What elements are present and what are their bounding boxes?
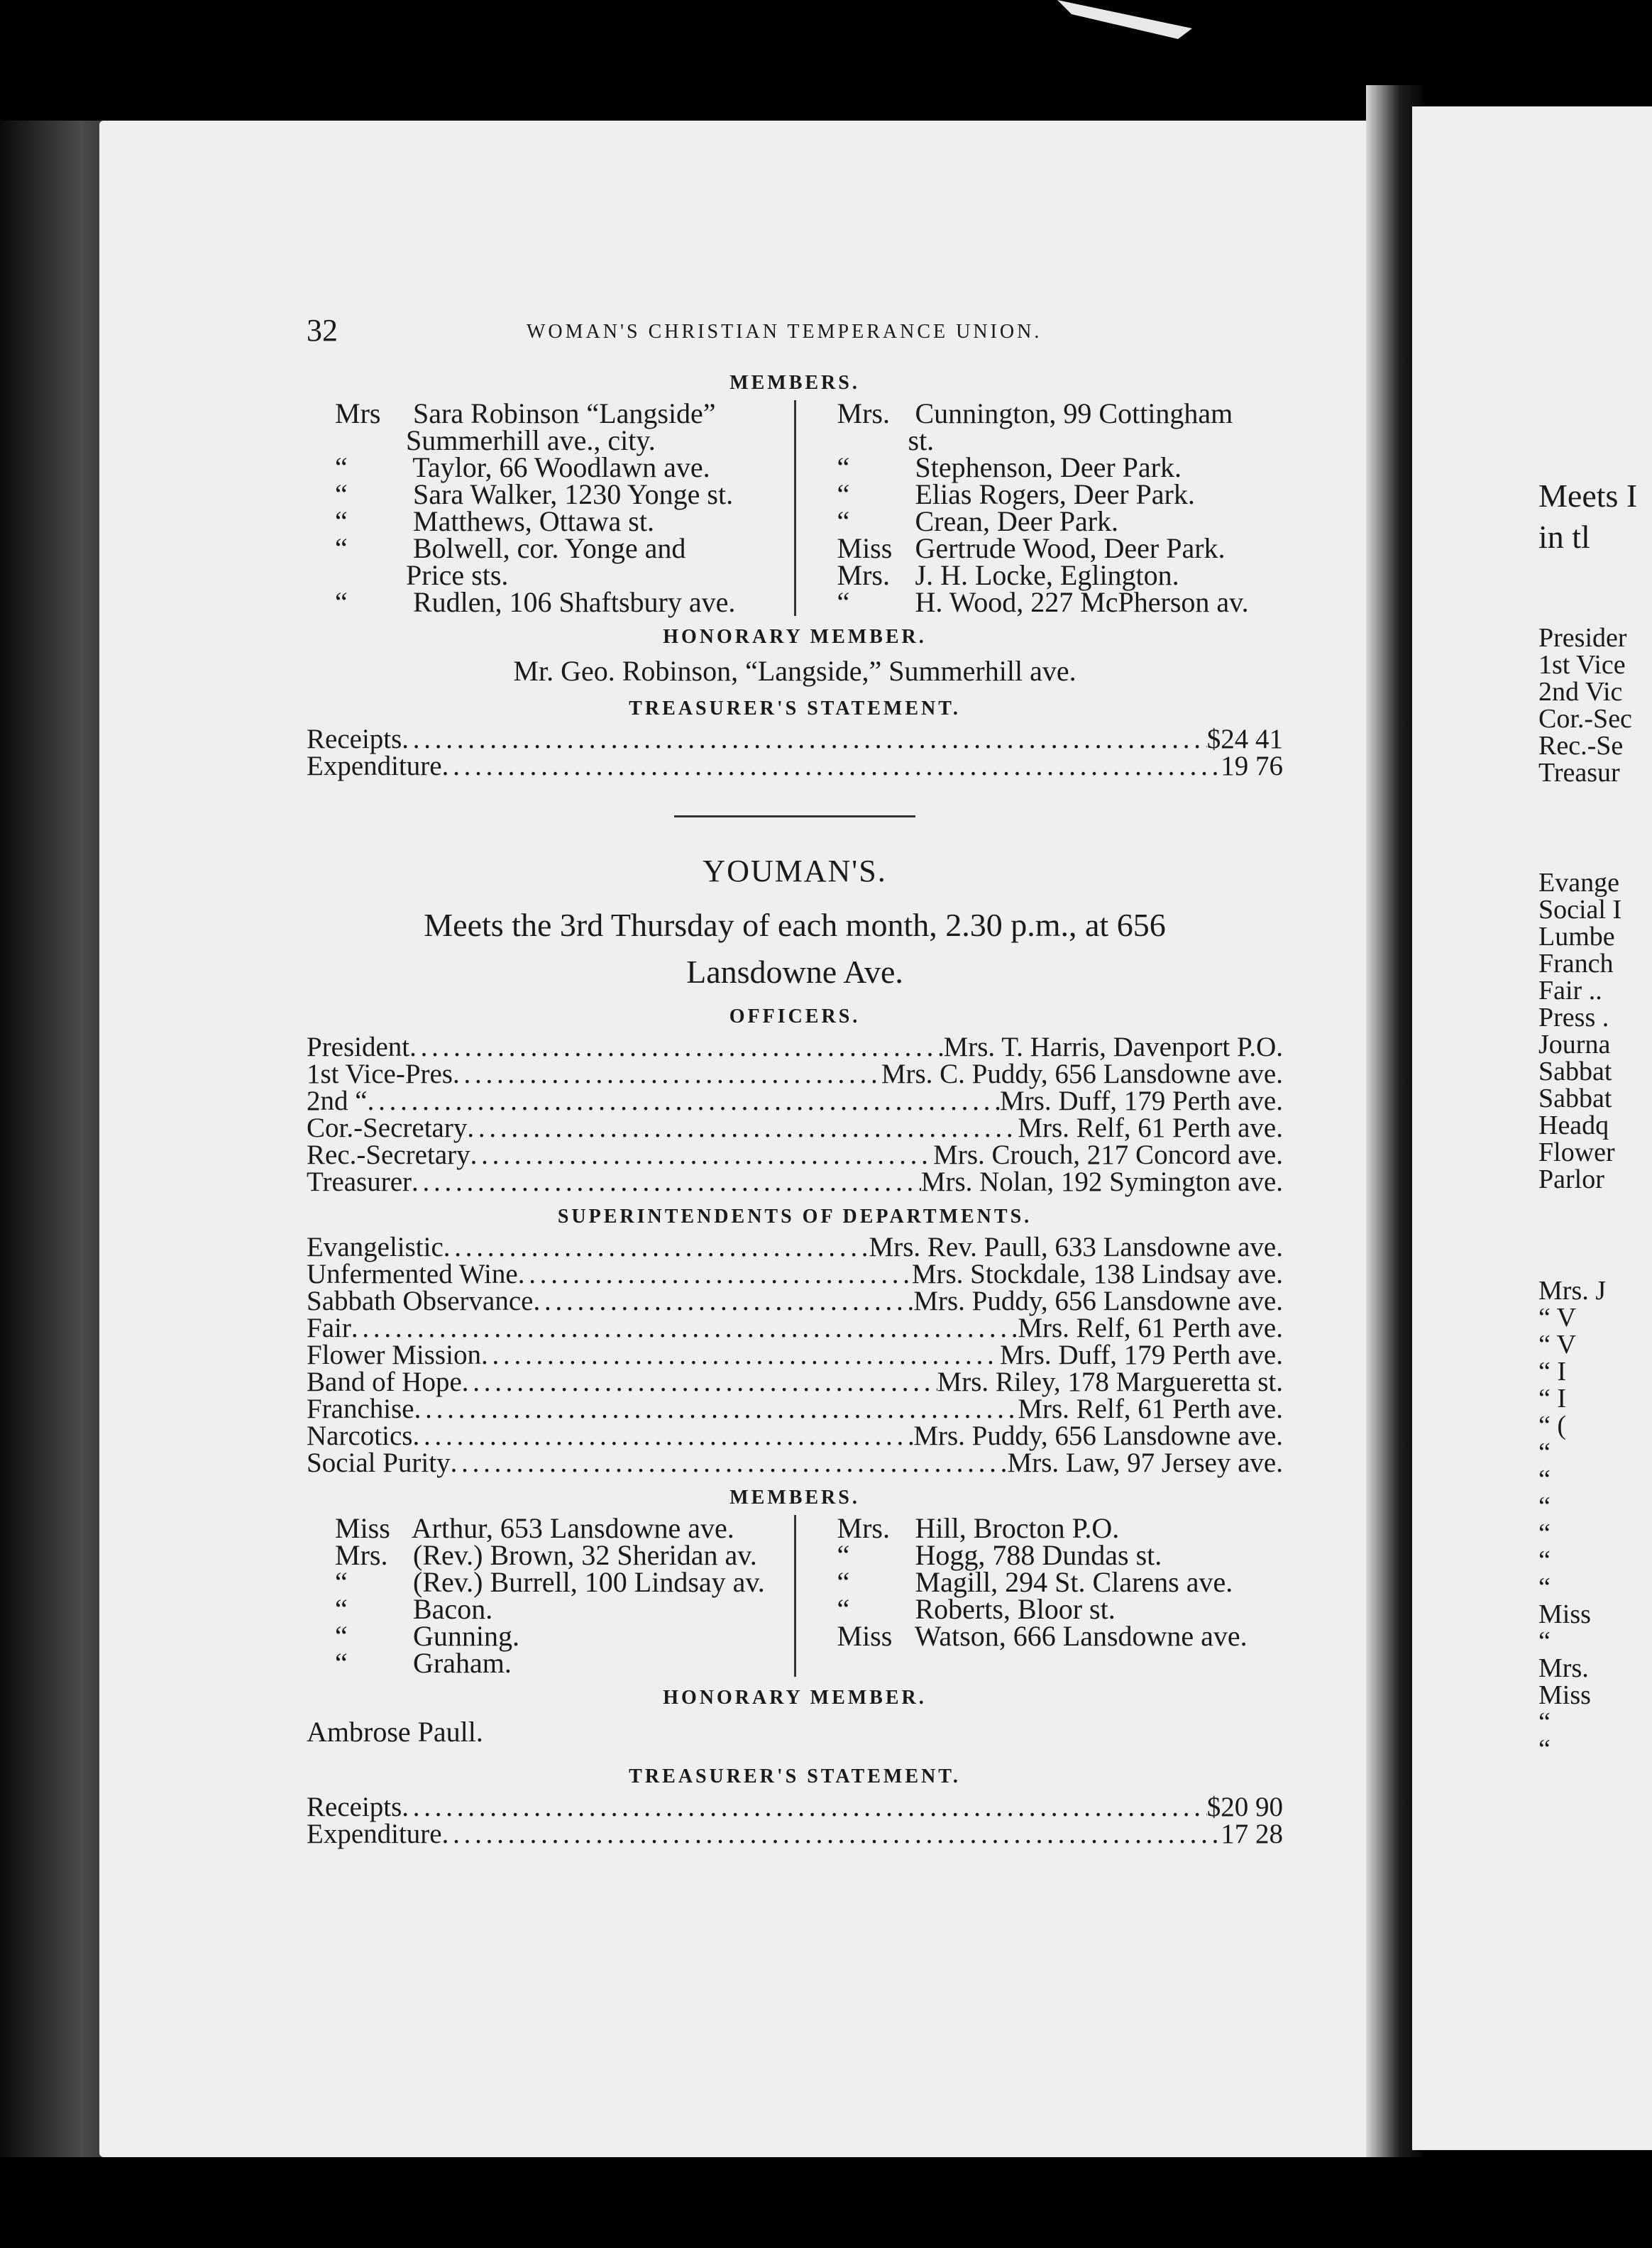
leader-dots: [444, 1234, 869, 1261]
member-entry: [809, 532, 1284, 564]
leader-dots: [442, 753, 1221, 780]
leader-dots: [351, 1315, 1018, 1342]
member-text: Sara Walker, 1230 Yonge st.: [406, 478, 734, 510]
members-heading: MEMBERS.: [729, 372, 860, 394]
member-prefix: “: [335, 1593, 348, 1625]
leader-dots: [470, 1142, 934, 1169]
right-page-fragment: Sabbat: [1538, 1057, 1612, 1086]
superintendent-row: [307, 1234, 1283, 1261]
member-text: Stephenson, Deer Park.: [908, 451, 1182, 483]
member-entry: [307, 1593, 781, 1625]
officer-row-name: Mrs. Crouch, 217 Concord ave.: [933, 1140, 1283, 1170]
member-text: H. Wood, 227 McPherson av.: [908, 586, 1249, 618]
officers-list: [307, 1034, 1283, 1196]
youmans-receipts-row: [307, 1794, 1283, 1821]
right-page-fragment: “: [1538, 1492, 1551, 1521]
right-page-fragment: Social I: [1538, 895, 1622, 925]
superintendent-row-name: Mrs. Law, 97 Jersey ave.: [1007, 1448, 1283, 1478]
officer-row-name: Mrs. C. Puddy, 656 Lansdowne ave.: [881, 1059, 1283, 1089]
superintendent-row-name: Mrs. Relf, 61 Perth ave.: [1018, 1394, 1283, 1424]
right-page-fragment: “: [1538, 1572, 1551, 1602]
leader-dots: [412, 1169, 921, 1196]
officer-row: [307, 1115, 1283, 1142]
member-text: (Rev.) Brown, 32 Sheridan av.: [406, 1539, 757, 1571]
member-text: Taylor, 66 Woodlawn ave.: [406, 451, 710, 483]
meeting-info-line2: Lansdowne Ave.: [686, 954, 903, 990]
right-page-fragment: Rec.-Se: [1538, 731, 1624, 761]
member-prefix: Miss: [837, 532, 893, 564]
member-prefix: “: [335, 586, 348, 618]
officer-row: [307, 1061, 1283, 1088]
member-entry: [809, 505, 1284, 537]
right-page-fragment: “ V: [1538, 1303, 1577, 1333]
expenditure-label: Expenditure: [307, 751, 442, 781]
superintendent-row-label: Flower Mission: [307, 1340, 481, 1370]
member-entry: [307, 505, 781, 537]
leader-dots: [518, 1261, 912, 1288]
leader-dots: [462, 1369, 937, 1396]
right-page-fragment: “ I: [1538, 1357, 1567, 1387]
member-text: Summerhill ave., city.: [406, 424, 656, 456]
superintendents-heading: SUPERINTENDENTS OF DEPARTMENTS.: [557, 1206, 1032, 1228]
leader-dots: [409, 1034, 943, 1061]
right-page-fragment: Franch: [1538, 949, 1614, 979]
youmans-honorary-heading: HONORARY MEMBER.: [663, 1687, 927, 1709]
superintendent-row: [307, 1288, 1283, 1315]
youmans-members-heading: MEMBERS.: [729, 1487, 860, 1509]
member-entry: [809, 1539, 1284, 1571]
member-prefix: “: [837, 478, 850, 510]
member-text: Gunning.: [406, 1620, 519, 1652]
member-entry: [809, 1512, 1284, 1544]
running-header: [307, 312, 1283, 362]
right-page-fragment: 1st Vice: [1538, 650, 1626, 680]
receipts-label: Receipts: [307, 724, 402, 754]
officer-row: [307, 1169, 1283, 1196]
member-text: (Rev.) Burrell, 100 Lindsay av.: [406, 1566, 765, 1598]
superintendent-row: [307, 1261, 1283, 1288]
youmans-members-left-column: [307, 1512, 781, 1679]
member-text: Bolwell, cor. Yonge and: [406, 532, 686, 564]
leader-dots: [451, 1450, 1008, 1477]
youmans-members-right-column: [809, 1512, 1284, 1677]
expenditure-value: 17 28: [1221, 1819, 1283, 1849]
officer-row-label: 2nd “: [307, 1086, 368, 1116]
right-page-fragment: Flower: [1538, 1137, 1615, 1167]
member-entry: [307, 397, 781, 429]
honorary-member: Mr. Geo. Robinson, “Langside,” Summerhill ave.: [513, 655, 1076, 687]
right-page-fragment: Lumbe: [1538, 922, 1615, 952]
receipts-value: $20 90: [1206, 1792, 1283, 1822]
member-text: Price sts.: [406, 559, 509, 591]
officer-row: [307, 1088, 1283, 1115]
superintendent-row-name: Mrs. Rev. Paull, 633 Lansdowne ave.: [869, 1232, 1283, 1262]
superintendent-row-label: Fair: [307, 1313, 351, 1343]
right-page-fragment: “: [1538, 1546, 1551, 1575]
column-divider: [794, 400, 796, 616]
member-text: Hill, Brocton P.O.: [908, 1512, 1120, 1544]
member-text: Rudlen, 106 Shaftsbury ave.: [406, 586, 736, 618]
member-entry: [809, 397, 1284, 429]
right-page-fragment: Parlor: [1538, 1164, 1604, 1194]
officer-row-name: Mrs. T. Harris, Davenport P.O.: [943, 1032, 1283, 1062]
running-title: WOMAN'S CHRISTIAN TEMPERANCE UNION.: [527, 321, 1042, 343]
member-prefix: “: [335, 1566, 348, 1598]
right-page-fragment: Mrs. J: [1538, 1276, 1607, 1306]
member-entry: [307, 532, 781, 564]
member-entry: [307, 478, 781, 510]
meeting-info-line1: Meets the 3rd Thursday of each month, 2.30 p.m., at 656: [424, 907, 1166, 943]
member-text: st.: [908, 424, 935, 456]
member-entry: [809, 1566, 1284, 1598]
page-number: 32: [307, 313, 338, 348]
superintendent-row: [307, 1423, 1283, 1450]
officer-row-name: Mrs. Nolan, 192 Symington ave.: [920, 1167, 1283, 1197]
column-divider: [794, 1515, 796, 1677]
member-prefix: Miss: [837, 1620, 893, 1652]
officer-row-label: 1st Vice-Pres: [307, 1059, 453, 1089]
member-text: Graham.: [406, 1647, 512, 1679]
superintendent-row: [307, 1450, 1283, 1477]
superintendent-row: [307, 1396, 1283, 1423]
member-entry: [809, 424, 1284, 456]
member-prefix: Mrs.: [335, 1539, 388, 1571]
member-entry: [809, 1620, 1284, 1652]
officer-row: [307, 1034, 1283, 1061]
member-entry: [809, 451, 1284, 483]
officer-row-name: Mrs. Relf, 61 Perth ave.: [1018, 1113, 1283, 1143]
right-page-fragment: in tl: [1538, 519, 1590, 555]
member-prefix: “: [837, 451, 850, 483]
member-prefix: Mrs.: [837, 559, 890, 591]
member-text: Hogg, 788 Dundas st.: [908, 1539, 1162, 1571]
member-prefix: “: [335, 532, 348, 564]
right-page-fragment: “: [1538, 1734, 1551, 1764]
member-entry: [809, 478, 1284, 510]
right-page-fragment: “ (: [1538, 1411, 1567, 1440]
left-page-content: [307, 312, 1283, 1848]
right-page-fragment: Miss: [1538, 1599, 1591, 1629]
right-page-fragment: “: [1538, 1707, 1551, 1737]
superintendent-row: [307, 1315, 1283, 1342]
expenditure-label: Expenditure: [307, 1819, 442, 1849]
member-entry: [307, 586, 781, 618]
superintendent-row-label: Sabbath Observance: [307, 1286, 534, 1316]
member-prefix: “: [335, 1647, 348, 1679]
right-page-fragment: Mrs.: [1538, 1653, 1589, 1683]
leader-dots: [481, 1342, 1000, 1369]
member-entry: [307, 1647, 781, 1679]
member-text: Roberts, Bloor st.: [908, 1593, 1116, 1625]
member-entry: [307, 424, 781, 456]
right-page-fragment: Presider: [1538, 623, 1627, 653]
leader-dots: [453, 1061, 881, 1088]
superintendent-row-label: Narcotics: [307, 1421, 413, 1451]
leader-dots: [402, 1794, 1206, 1821]
member-text: Gertrude Wood, Deer Park.: [908, 532, 1226, 564]
member-prefix: “: [837, 586, 850, 618]
members-left-column: [307, 397, 781, 618]
officer-row-name: Mrs. Duff, 179 Perth ave.: [1000, 1086, 1283, 1116]
member-text: Cunnington, 99 Cottingham: [908, 397, 1233, 429]
member-text: Crean, Deer Park.: [908, 505, 1119, 537]
officer-row-label: President: [307, 1032, 410, 1062]
superintendent-row-label: Evangelistic: [307, 1232, 444, 1262]
right-page-fragment: Sabbat: [1538, 1084, 1612, 1113]
right-page-fragment: Fair ..: [1538, 976, 1602, 1005]
leader-dots: [442, 1821, 1221, 1848]
superintendent-row-label: Social Purity: [307, 1448, 451, 1478]
right-page-fragment: Headq: [1538, 1111, 1609, 1140]
receipts-label: Receipts: [307, 1792, 402, 1822]
right-page-fragment: Evange: [1538, 868, 1619, 898]
right-page-fragment: Miss: [1538, 1680, 1591, 1710]
member-prefix: “: [335, 505, 348, 537]
member-prefix: “: [335, 478, 348, 510]
member-prefix: “: [837, 505, 850, 537]
superintendent-row: [307, 1369, 1283, 1396]
right-page-fragment: “: [1538, 1438, 1551, 1467]
superintendent-row-name: Mrs. Duff, 179 Perth ave.: [1000, 1340, 1283, 1370]
superintendent-row: [307, 1342, 1283, 1369]
superintendents-list: [307, 1234, 1283, 1477]
member-entry: [307, 451, 781, 483]
member-prefix: “: [837, 1593, 850, 1625]
member-text: Matthews, Ottawa st.: [406, 505, 654, 537]
right-page-fragment: “ V: [1538, 1330, 1577, 1360]
officer-row: [307, 1142, 1283, 1169]
member-prefix: “: [837, 1539, 850, 1571]
member-prefix: Mrs.: [837, 1512, 890, 1544]
right-page-fragment: Journa: [1538, 1030, 1611, 1059]
member-text: Bacon.: [406, 1593, 493, 1625]
section-title-youmans: YOUMAN'S.: [703, 854, 887, 888]
member-prefix: “: [335, 1620, 348, 1652]
superintendent-row-name: Mrs. Puddy, 656 Lansdowne ave.: [913, 1286, 1283, 1316]
right-page: [1412, 106, 1652, 2150]
members-columns: [307, 397, 1283, 618]
expenditure-row: [307, 753, 1283, 780]
right-page-fragment: “: [1538, 1465, 1551, 1494]
leader-dots: [533, 1288, 913, 1315]
youmans-members-columns: [307, 1512, 1283, 1679]
expenditure-value: 19 76: [1221, 751, 1283, 781]
right-page-fragment: Cor.-Sec: [1538, 704, 1632, 734]
superintendent-row-label: Unfermented Wine: [307, 1259, 518, 1289]
treasurer-heading: TREASURER'S STATEMENT.: [629, 698, 961, 720]
officer-row-label: Treasurer: [307, 1167, 412, 1197]
receipts-value: $24 41: [1206, 724, 1283, 754]
superintendent-row-name: Mrs. Relf, 61 Perth ave.: [1018, 1313, 1283, 1343]
superintendent-row-label: Franchise: [307, 1394, 414, 1424]
member-text: J. H. Locke, Eglington.: [908, 559, 1179, 591]
member-prefix: Mrs.: [837, 397, 890, 429]
youmans-expenditure-row: [307, 1821, 1283, 1848]
honorary-heading: HONORARY MEMBER.: [663, 626, 927, 648]
member-text: Elias Rogers, Deer Park.: [908, 478, 1195, 510]
member-prefix: Miss: [335, 1512, 390, 1544]
superintendent-row-name: Mrs. Riley, 178 Margueretta st.: [937, 1367, 1283, 1397]
member-entry: [307, 1620, 781, 1652]
right-page-fragment: Press .: [1538, 1003, 1609, 1032]
officer-row-label: Cor.-Secretary: [307, 1113, 468, 1143]
leader-dots: [414, 1396, 1018, 1423]
member-entry: [307, 1512, 781, 1544]
member-text: Magill, 294 St. Clarens ave.: [908, 1566, 1233, 1598]
receipts-row: [307, 726, 1283, 753]
leader-dots: [402, 726, 1206, 753]
officer-row-label: Rec.-Secretary: [307, 1140, 470, 1170]
member-prefix: “: [335, 451, 348, 483]
member-text: Sara Robinson “Langside”: [406, 397, 716, 429]
superintendent-row-name: Mrs. Puddy, 656 Lansdowne ave.: [913, 1421, 1283, 1451]
youmans-treasurer-heading: TREASURER'S STATEMENT.: [629, 1765, 961, 1787]
member-prefix: “: [837, 1566, 850, 1598]
leader-dots: [467, 1115, 1018, 1142]
member-entry: [809, 1593, 1284, 1625]
leader-dots: [412, 1423, 913, 1450]
right-page-fragment: “: [1538, 1519, 1551, 1548]
section-rule: [674, 815, 915, 817]
superintendent-row-label: Band of Hope: [307, 1367, 462, 1397]
member-entry: [809, 586, 1284, 618]
right-page-fragment: Meets I: [1538, 478, 1638, 514]
member-entry: [307, 1539, 781, 1571]
member-entry: [809, 559, 1284, 591]
page-corner-mark: [1057, 0, 1192, 43]
members-right-column: [809, 397, 1284, 618]
right-page-fragment: 2nd Vic: [1538, 677, 1623, 707]
member-text: Arthur, 653 Lansdowne ave.: [406, 1512, 734, 1544]
youmans-honorary-member: Ambrose Paull.: [307, 1716, 483, 1748]
member-text: Watson, 666 Lansdowne ave.: [908, 1620, 1248, 1652]
right-page-fragment: Treasur: [1538, 758, 1620, 788]
member-prefix: Mrs: [335, 397, 381, 429]
officers-heading: OFFICERS.: [729, 1005, 861, 1027]
superintendent-row-name: Mrs. Stockdale, 138 Lindsay ave.: [911, 1259, 1283, 1289]
member-entry: [307, 559, 781, 591]
right-page-fragment: “ I: [1538, 1384, 1567, 1414]
member-entry: [307, 1566, 781, 1598]
right-page-fragment: “: [1538, 1626, 1551, 1656]
leader-dots: [368, 1088, 1000, 1115]
